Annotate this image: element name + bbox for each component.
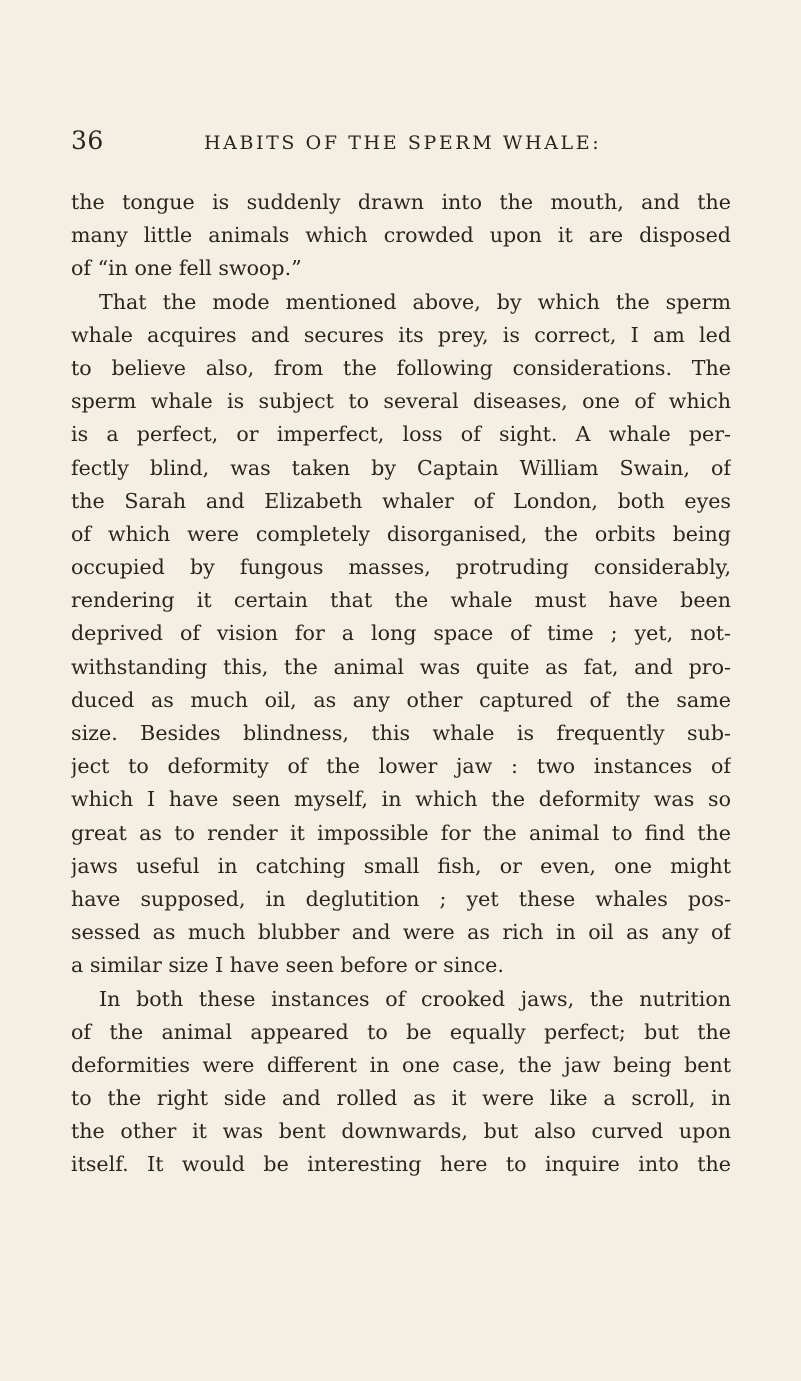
text-line: In both these instances of crooked jaws, the nutrition (99, 986, 731, 1011)
page-number: 36 (71, 126, 104, 155)
text-line: great as to render it impossible for the animal to find the (71, 820, 731, 845)
text-line: to believe also, from the following considerations. The (71, 355, 731, 380)
text-line: deprived of vision for a long space of time ; yet, not- (71, 621, 731, 646)
text-line: sessed as much blubber and were as rich in oil as any of (71, 920, 731, 945)
text-line: occupied by fungous masses, protruding considerably, (71, 555, 731, 580)
text-line: withstanding this, the animal was quite as fat, and pro- (71, 654, 731, 679)
text-line: a similar size I have seen before or since. (71, 953, 504, 978)
text-line: rendering it certain that the whale must have been (71, 588, 731, 613)
text-line: jaws useful in catching small fish, or even, one might (71, 853, 731, 878)
text-line: sperm whale is subject to several diseases, one of which (71, 389, 731, 414)
text-line: of the animal appeared to be equally perfect; but the (71, 1019, 731, 1044)
text-line: deformities were different in one case, the jaw being bent (71, 1052, 731, 1077)
text-line: the other it was bent downwards, but also curved upon (71, 1119, 731, 1144)
text-line: many little animals which crowded upon it are disposed (71, 223, 731, 248)
text-line: the Sarah and Elizabeth whaler of London, both eyes (71, 488, 731, 513)
text-line: That the mode mentioned above, by which the sperm (99, 289, 731, 314)
text-line: itself. It would be interesting here to inquire into the (71, 1152, 731, 1177)
text-line: ject to deformity of the lower jaw : two instances of (71, 754, 731, 779)
text-line: is a perfect, or imperfect, loss of sight. A whale per- (71, 422, 731, 447)
text-line: which I have seen myself, in which the deformity was so (71, 787, 731, 812)
running-title: HABITS OF THE SPERM WHALE: (204, 132, 602, 154)
text-line: size. Besides blindness, this whale is frequently sub- (71, 721, 731, 745)
text-line: have supposed, in deglutition ; yet these whales pos- (71, 886, 731, 911)
text-line: to the right side and rolled as it were like a scroll, in (71, 1086, 731, 1111)
page-header (0, 126, 801, 162)
text-line: fectly blind, was taken by Captain William Swain, of (71, 455, 731, 480)
text-line: of which were completely disorganised, the orbits being (71, 521, 731, 546)
text-line: duced as much oil, as any other captured of the same (71, 687, 731, 712)
text-line: whale acquires and secures its prey, is correct, I am led (71, 322, 731, 347)
text-line: the tongue is suddenly drawn into the mouth, and the (71, 190, 731, 214)
text-line: of “in one fell swoop.” (71, 256, 302, 281)
body-text (71, 186, 731, 1182)
